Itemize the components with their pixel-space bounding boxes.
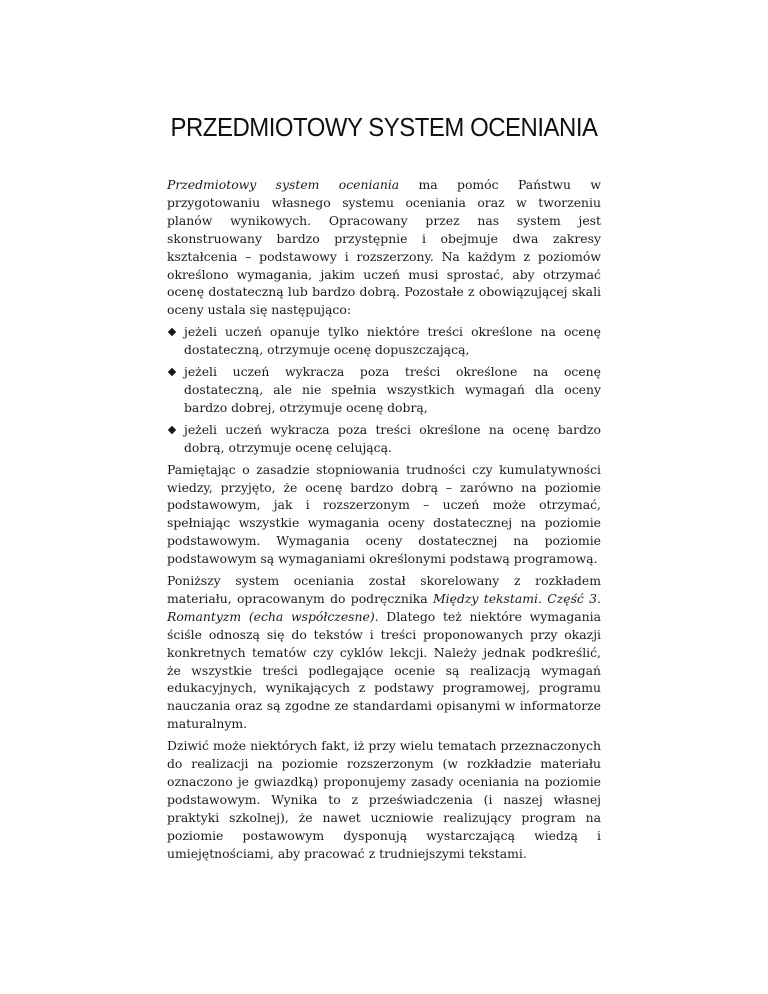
document-body	[167, 176, 601, 867]
diamond-bullet-icon	[168, 328, 176, 336]
page-title: PRZEDMIOTOWY SYSTEM OCENIANIA	[170, 112, 598, 142]
diamond-bullet-icon	[168, 368, 176, 376]
grade-rules-list	[167, 323, 601, 456]
list-item-text: jeżeli uczeń wykracza poza treści określone na ocenę bardzo dobrą, otrzymuje ocenę celującą.	[184, 421, 601, 455]
paragraph-correlation	[167, 572, 601, 733]
list-item	[184, 323, 601, 359]
intro-lead-italic: Przedmiotowy system oceniania	[167, 177, 400, 192]
list-item-text: jeżeli uczeń opanuje tylko niektóre treści określone na ocenę dostateczną, otrzymuje ocenę dopuszczającą,	[184, 324, 601, 358]
intro-text: ma pomóc Państwu w przygotowaniu własnego systemu oceniania oraz w tworzeniu planów wynikowych. Opracowany przez nas system jest skonstruowany bardzo przystępnie i obejmuje dwa zakresy kształcenia – podstawowy i rozszerzony. Na każdym z poziomów określono wymagania, jakim uczeń musi sprostać, aby otrzymać ocenę dostateczną lub bardzo dobrą. Pozostałe z obowiązującej skali oceny ustala się następująco:	[167, 177, 601, 318]
paragraph-correlation-after: Dlatego też niektóre wymagania ściśle odnoszą się do tekstów i treści proponowanych przy okazji konkretnych tematów czy cyklów lekcji. Należy jednak podkreślić, że wszystkie treści podlegające ocenie są realizacją wymagań edukacyjnych, wynikających z podstawy programowej, programu nauczania oraz są zgodne ze standardami opisanymi w informatorze maturalnym.	[167, 608, 601, 732]
paragraph-advanced: Dziwić może niektórych fakt, iż przy wielu tematach przeznaczonych do realizacji na poziomie rozszerzonym (w rozkładzie materiału oznaczono je gwiazdką) proponujemy zasady oceniania na poziomie podstawowym. Wynika to z przeświadczenia (i naszej własnej praktyki szkolnej), że nawet uczniowie realizujący program na poziomie postawowym dysponują wystarczającą wiedzą i umiejętnościami, aby pracować z trudniejszymi tekstami.	[167, 738, 601, 861]
list-item	[184, 363, 601, 417]
list-item-text: jeżeli uczeń wykracza poza treści określone na ocenę dostateczną, ale nie spełnia wszystkich wymagań dla oceny bardzo dobrej, otrzymuje ocenę dobrą,	[184, 364, 601, 415]
list-item	[184, 421, 601, 457]
paragraph-cumulative: Pamiętając o zasadzie stopniowania trudności czy kumulatywności wiedzy, przyjęto, że ocenę bardzo dobrą – zarówno na poziomie podstawowym, jak i rozszerzonym – uczeń może otrzymać, spełniając wszystkie wymagania oceny dostatecznej na poziomie podstawowym. Wymagania oceny dostatecznej na poziomie podstawowym są wymaganiami określonymi podstawą programową.	[167, 461, 601, 567]
textbook-title: Między tekstami. Część 3. Romantyzm (echa współczesne).	[167, 590, 601, 624]
intro-paragraph	[167, 176, 601, 319]
paragraph-correlation-before: Poniższy system oceniania został skorelowany z rozkładem materiału, opracowanym do podręcznika	[167, 573, 601, 606]
diamond-bullet-icon	[168, 426, 176, 434]
